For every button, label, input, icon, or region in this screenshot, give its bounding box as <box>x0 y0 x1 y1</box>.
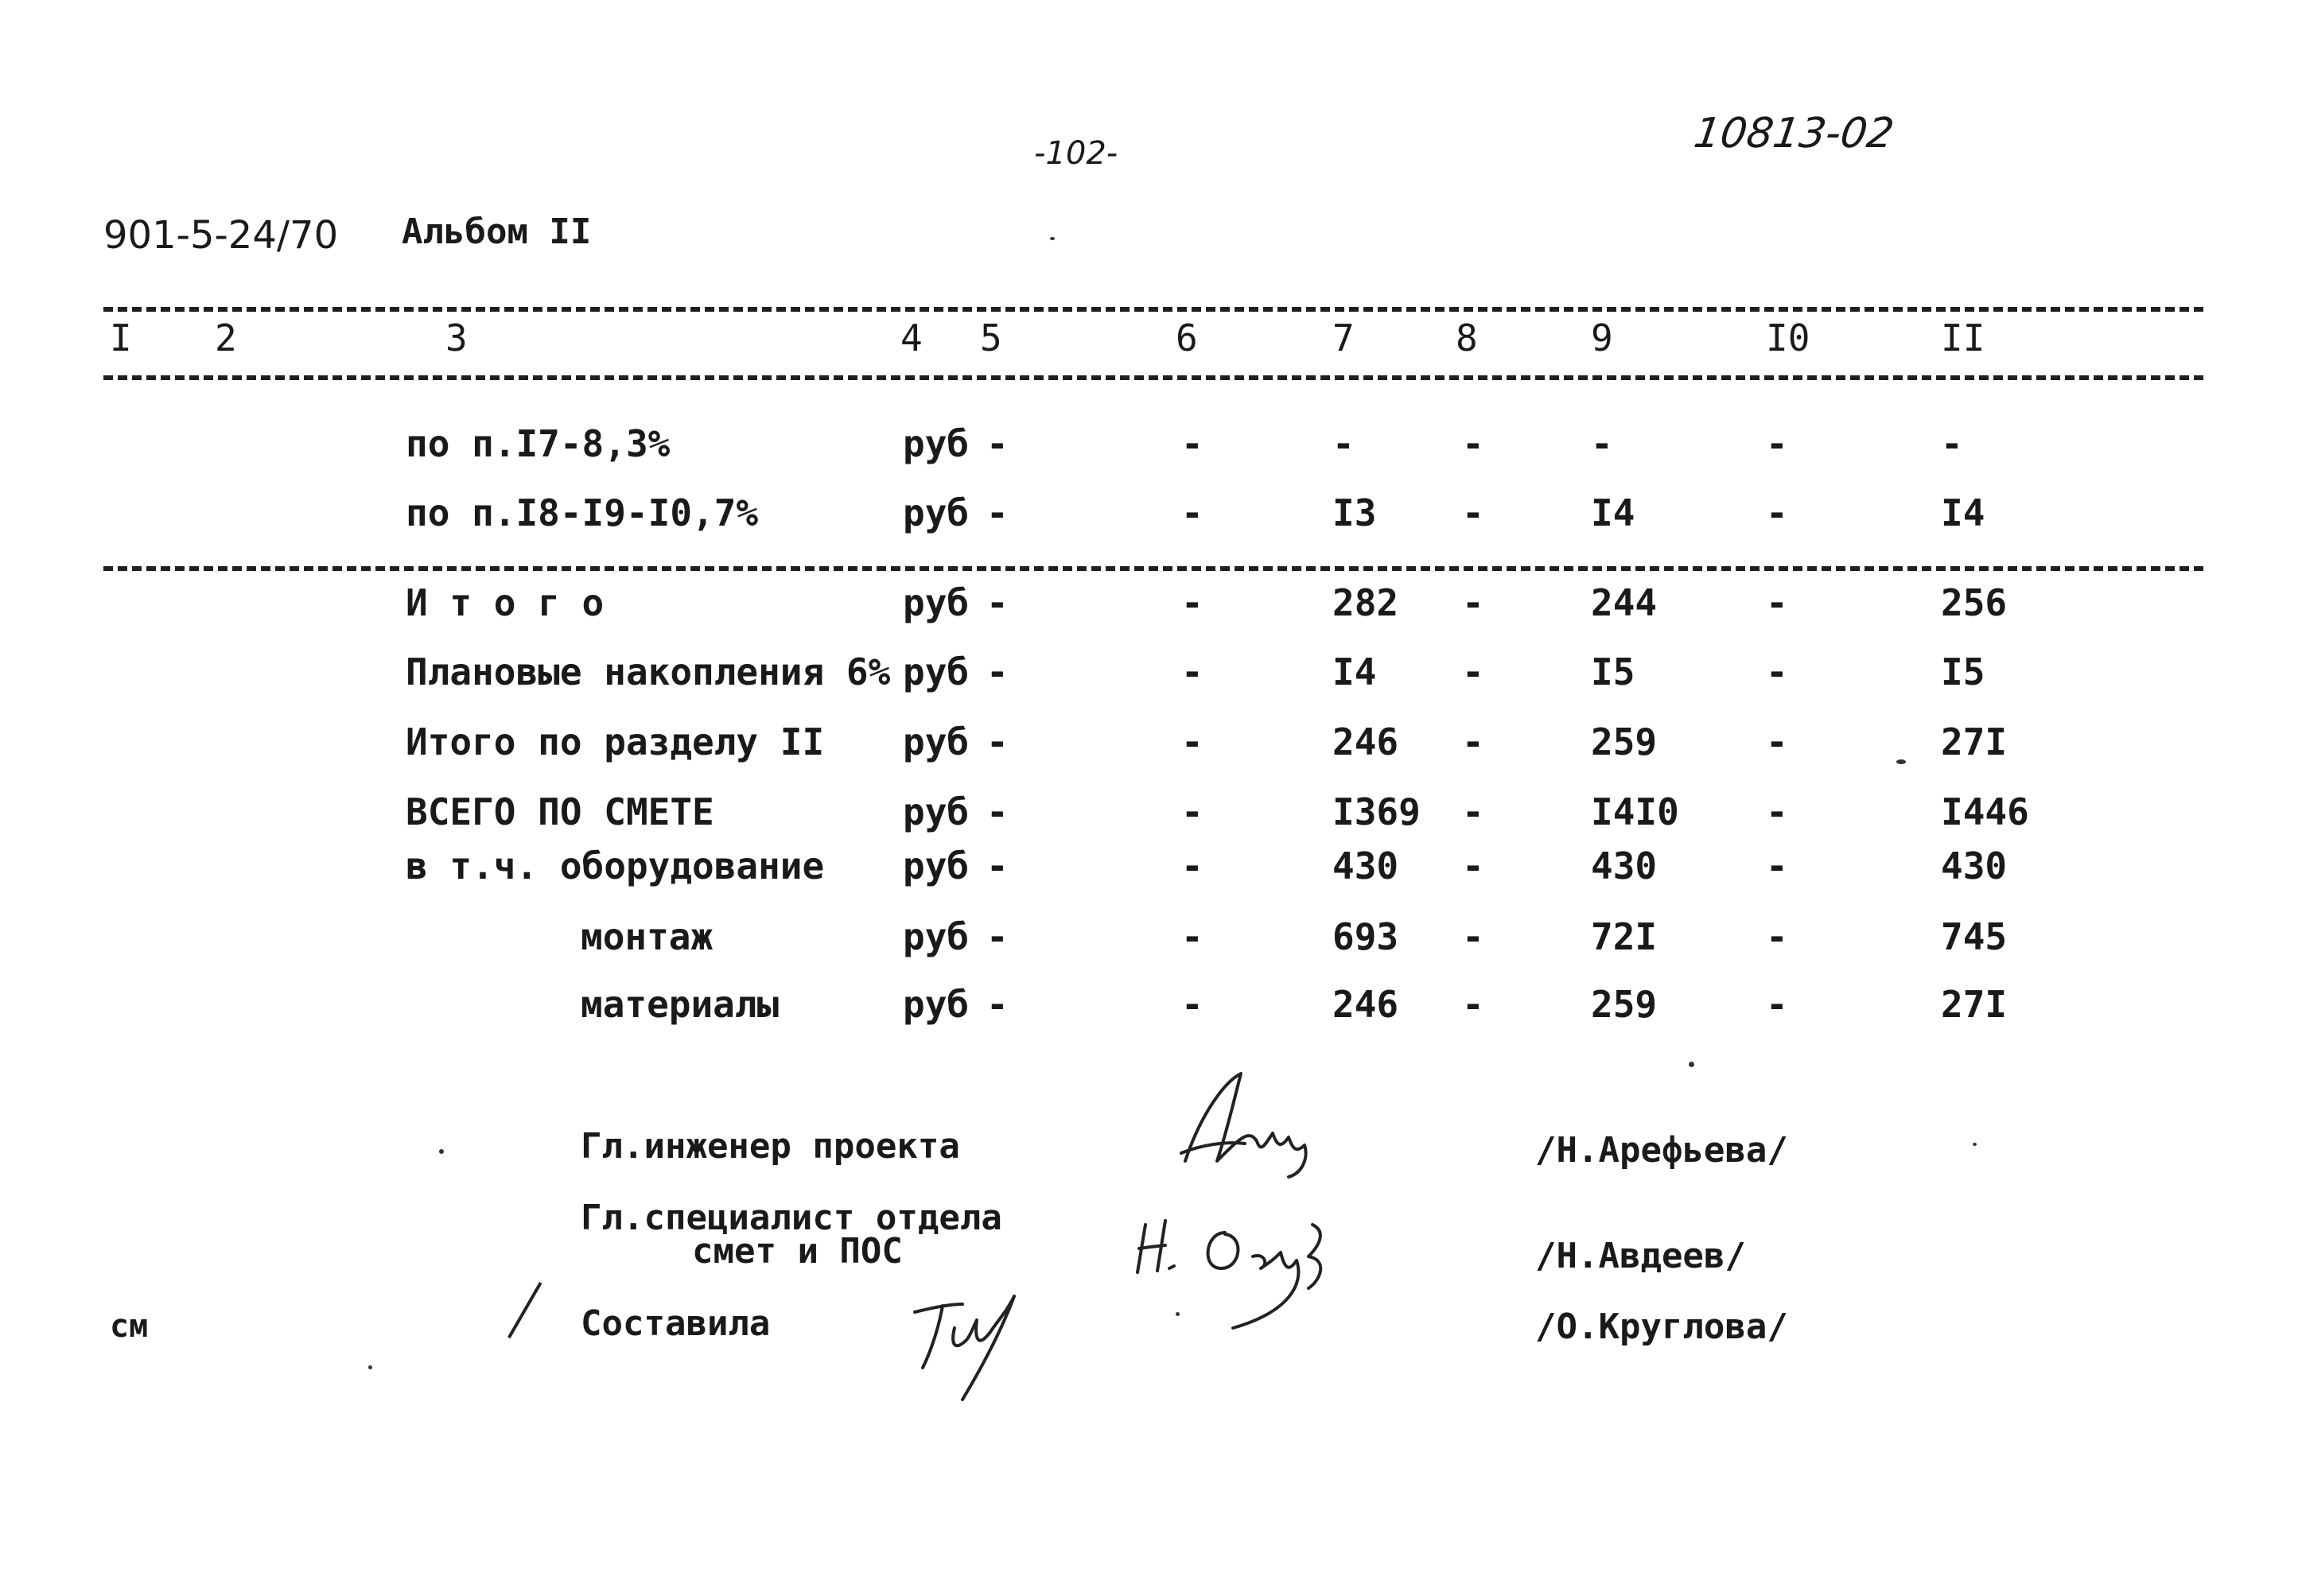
scan-speck <box>439 1149 444 1154</box>
cell-c11: - <box>1941 422 1963 465</box>
column-number: I0 <box>1766 316 1810 359</box>
cell-c8: - <box>1462 915 1484 958</box>
row-label: Итого по разделу II <box>406 720 825 763</box>
cell-c9: 259 <box>1591 983 1658 1026</box>
cell-c7: I3 <box>1332 491 1377 534</box>
cell-c10: - <box>1766 915 1788 958</box>
chief-engineer-title: Гл.инженер проекта <box>581 1126 960 1167</box>
cell-c10: - <box>1766 845 1788 887</box>
scan-speck <box>368 1365 372 1369</box>
cell-c10: - <box>1766 650 1788 693</box>
cell-c11: 430 <box>1941 845 2008 887</box>
scan-speck <box>1689 1062 1694 1067</box>
chief-engineer-signature <box>1169 1066 1344 1185</box>
column-number: 3 <box>445 316 468 359</box>
cell-c9: 244 <box>1591 581 1658 624</box>
cell-c10: - <box>1766 491 1788 534</box>
row-label: по п.I8-I9-I0,7% <box>406 491 759 534</box>
cell-c9: - <box>1591 422 1613 465</box>
cell-c6: - <box>1181 650 1203 693</box>
page-number: -102- <box>1034 135 1118 172</box>
column-number: 4 <box>900 316 923 359</box>
cell-c9: 259 <box>1591 720 1658 763</box>
cell-c8: - <box>1462 983 1484 1026</box>
archive-code: 10813-02 <box>1690 110 1897 157</box>
cell-c11: 256 <box>1941 581 2008 624</box>
cell-c5: - <box>986 720 1009 763</box>
cell-c6: - <box>1181 915 1203 958</box>
cell-c10: - <box>1766 581 1788 624</box>
column-number: I <box>110 316 132 359</box>
row-label: монтаж <box>581 915 714 958</box>
cell-c7: 430 <box>1332 845 1399 887</box>
table-top-rule <box>103 307 2203 312</box>
column-number: II <box>1941 316 1985 359</box>
table-header-rule <box>103 375 2203 380</box>
row-unit: руб <box>903 790 970 833</box>
cell-c6: - <box>1181 491 1203 534</box>
document-code: 901-5-24/70 <box>103 213 339 258</box>
column-number: 7 <box>1332 316 1355 359</box>
compiled-by-name: /О.Круглова/ <box>1535 1307 1788 1347</box>
row-label: в т.ч. оборудование <box>406 845 825 887</box>
cell-c7: 282 <box>1332 581 1399 624</box>
row-unit: руб <box>903 915 970 958</box>
cell-c10: - <box>1766 983 1788 1026</box>
chief-specialist-signature <box>1130 1209 1384 1336</box>
cell-c5: - <box>986 422 1009 465</box>
cell-c11: I5 <box>1941 650 1985 693</box>
cell-c5: - <box>986 491 1009 534</box>
row-label: И т о г о <box>406 581 605 624</box>
cell-c11: 745 <box>1941 915 2008 958</box>
cell-c9: I4I0 <box>1591 790 1679 833</box>
scan-speck <box>1973 1143 1977 1146</box>
column-number: 5 <box>980 316 1002 359</box>
row-label: материалы <box>581 983 780 1026</box>
column-number: 9 <box>1591 316 1613 359</box>
cell-c9: 430 <box>1591 845 1658 887</box>
cell-c9: I5 <box>1591 650 1635 693</box>
row-unit: руб <box>903 422 970 465</box>
cell-c6: - <box>1181 983 1203 1026</box>
compiled-by-signature <box>907 1280 1066 1408</box>
cell-c5: - <box>986 790 1009 833</box>
cell-c11: 27I <box>1941 983 2008 1026</box>
cell-c7: 693 <box>1332 915 1399 958</box>
row-unit: руб <box>903 491 970 534</box>
cell-c8: - <box>1462 790 1484 833</box>
subtotal-rule <box>103 566 2203 571</box>
cell-c8: - <box>1462 491 1484 534</box>
cell-c7: - <box>1332 422 1355 465</box>
chief-specialist-title-line2: смет и ПОС <box>692 1231 903 1272</box>
cell-c8: - <box>1462 650 1484 693</box>
cell-c8: - <box>1462 845 1484 887</box>
cell-c6: - <box>1181 422 1203 465</box>
cell-c8: - <box>1462 422 1484 465</box>
cell-c7: I4 <box>1332 650 1377 693</box>
column-number: 6 <box>1176 316 1198 359</box>
cell-c10: - <box>1766 422 1788 465</box>
cell-c10: - <box>1766 790 1788 833</box>
column-number: 2 <box>215 316 237 359</box>
cell-c6: - <box>1181 720 1203 763</box>
row-unit: руб <box>903 720 970 763</box>
cell-c7: I369 <box>1332 790 1421 833</box>
scan-speck <box>1176 1312 1180 1316</box>
cell-c11: 27I <box>1941 720 2008 763</box>
chief-specialist-title-line1: Гл.специалист отдела <box>581 1198 1002 1238</box>
cell-c6: - <box>1181 790 1203 833</box>
cell-c7: 246 <box>1332 983 1399 1026</box>
chief-specialist-name: /Н.Авдеев/ <box>1535 1236 1746 1276</box>
cell-c5: - <box>986 845 1009 887</box>
compiled-by-slash <box>507 1282 542 1338</box>
row-label: ВСЕГО ПО СМЕТЕ <box>406 790 714 833</box>
margin-mark: см <box>110 1308 149 1345</box>
cell-c10: - <box>1766 720 1788 763</box>
cell-c5: - <box>986 581 1009 624</box>
cell-c7: 246 <box>1332 720 1399 763</box>
cell-c9: 72I <box>1591 915 1658 958</box>
row-unit: руб <box>903 845 970 887</box>
row-label: по п.I7-8,3% <box>406 422 671 465</box>
cell-c5: - <box>986 983 1009 1026</box>
album-label: Альбом II <box>402 212 592 252</box>
cell-c5: - <box>986 915 1009 958</box>
scan-speck <box>1896 759 1906 764</box>
cell-c5: - <box>986 650 1009 693</box>
row-label: Плановые накопления 6% <box>406 650 891 693</box>
compiled-by-title: Составила <box>581 1303 771 1344</box>
cell-c6: - <box>1181 581 1203 624</box>
row-unit: руб <box>903 581 970 624</box>
row-unit: руб <box>903 983 970 1026</box>
cell-c9: I4 <box>1591 491 1635 534</box>
row-unit: руб <box>903 650 970 693</box>
cell-c8: - <box>1462 581 1484 624</box>
cell-c6: - <box>1181 845 1203 887</box>
chief-engineer-name: /Н.Арефьева/ <box>1535 1130 1788 1171</box>
scan-speck <box>1050 237 1055 240</box>
column-number: 8 <box>1456 316 1478 359</box>
cell-c11: I446 <box>1941 790 2029 833</box>
cell-c8: - <box>1462 720 1484 763</box>
cell-c11: I4 <box>1941 491 1985 534</box>
